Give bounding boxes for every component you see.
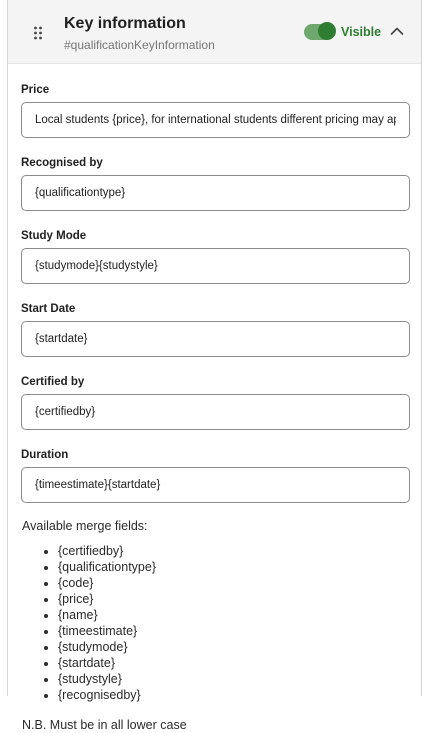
field-recognised-by [21,156,408,211]
field-start-date [21,302,408,357]
list-item: • {studystyle} [58,671,421,687]
field-duration [21,448,408,503]
study-mode-input[interactable] [21,248,410,284]
certified-by-input[interactable] [21,394,410,430]
fields-list [8,83,421,503]
list-item: • {timeestimate} [58,623,421,639]
field-label: Study Mode [21,230,87,242]
chevron-up-icon[interactable] [390,26,404,36]
visibility-toggle[interactable] [304,24,334,40]
drag-handle-icon[interactable] [33,26,43,40]
list-item: • {recognisedby} [58,687,421,703]
visibility-label: Visible [341,25,382,39]
list-item: • {name} [58,607,421,623]
start-date-input[interactable] [21,321,410,357]
field-label: Certified by [21,376,85,388]
merge-fields-title: Available merge fields: [22,519,148,533]
field-label: Recognised by [21,157,103,169]
panel-header[interactable] [8,0,421,64]
list-item: • {studymode} [58,639,421,655]
list-item: • {price} [58,591,421,607]
recognised-by-input[interactable] [21,175,410,211]
field-study-mode [21,229,408,284]
lowercase-note: N.B. Must be in all lower case [22,718,187,732]
field-certified-by [21,375,408,430]
toggle-knob [318,22,336,40]
merge-fields-help [8,518,421,733]
merge-fields-list [22,543,421,703]
key-information-panel [7,0,422,732]
list-item: • {qualificationtype} [58,559,421,575]
duration-input[interactable] [21,467,410,503]
panel-identifier: #qualificationKeyInformation [64,38,215,52]
price-input[interactable] [21,102,410,138]
panel-title: Key information [64,15,186,32]
list-item: • {code} [58,575,421,591]
field-label: Duration [21,449,69,461]
field-price [21,83,408,138]
field-label: Price [21,84,50,96]
list-item: • {startdate} [58,655,421,671]
field-label: Start Date [21,303,76,315]
list-item: • {certifiedby} [58,543,421,559]
